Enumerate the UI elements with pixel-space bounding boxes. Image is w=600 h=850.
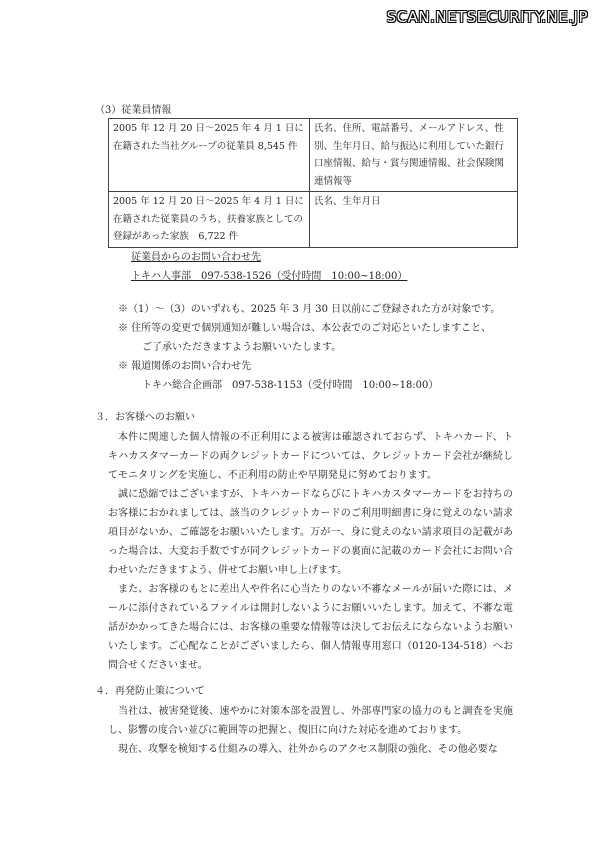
notes-block bbox=[118, 300, 518, 395]
table-cell-items: 氏名、住所、電話番号、メールアドレス、性別、生年月日、給与振込に利用していた銀行口座情報、給与・賞与関連情報、社会保険関連情報等 bbox=[310, 119, 518, 192]
employee-contact-line: トキハ人事部 097-538-1526（受付時間 10:00~18:00） bbox=[131, 270, 408, 282]
employee-contact bbox=[131, 249, 407, 286]
section-3-heading: （3）従業員情報 bbox=[95, 105, 172, 116]
paragraph: 誠に恐縮ではございますが、トキハカードならびにトキハカスタマーカードをお持ちのお客様におかれましては、該当のクレジットカードのご利用明細書に身に覚えのない請求項目がないか、ご確認をお願いいたします。万が一、身に覚えのない請求項目の記載があった場合は、大変お手数ですが同クレジットカードの裏面に記載のカード会社にお問い合わせいただきますよう、併せてお願い申し上げます。 bbox=[108, 489, 513, 576]
paragraph: 現在、攻撃を検知する仕組みの導入、社外からのアクセス制限の強化、その他必要な bbox=[118, 744, 498, 755]
section-prevent-heading: ４．再発防止策について bbox=[95, 686, 205, 697]
employee-contact-title: 従業員からのお問い合わせ先 bbox=[131, 252, 261, 263]
paragraph: 当社は、被害発覚後、速やかに対策本部を設置し、外部専門家の協力のもと調査を実施し、影響の度合い並びに範囲等の把握と、復旧に向けた対応を進めております。 bbox=[108, 706, 513, 736]
note-press-contact-line: トキハ総合企画部 097-538-1153（受付時間 10:00~18:00） bbox=[142, 380, 439, 391]
note-address-change-cont: ご了承いただきますようお願いいたします。 bbox=[142, 342, 342, 353]
section-request-body bbox=[108, 428, 513, 675]
table-cell-scope: 2005 年 12 月 20 日～2025 年 4 月 1 日に在籍された従業員のうち、扶養家族としての登録があった家族 6,722 件 bbox=[109, 192, 310, 248]
employee-info-table bbox=[108, 118, 518, 248]
section-prevent-body bbox=[108, 702, 513, 759]
note-address-change: ※ 住所等の変更で個別通知が難しい場合は、本公表でのご対応といたしますこと、 bbox=[118, 323, 492, 334]
paragraph: また、お客様のもとに差出人や件名に心当たりのない不審なメールが届いた際には、メールに添付されているファイルは開封しないようにお願いいたします。加えて、不審な電話がかかってきた場合には、お客様の重要な情報等は決してお伝えにならないようお願いいたします。ご心配なことがございましたら、個人情報専用窓口（0120-134-518）へお問合せくださいませ。 bbox=[108, 584, 513, 671]
table-row bbox=[109, 119, 518, 192]
section-request-heading: ３．お客様へのお願い bbox=[95, 412, 195, 423]
site-watermark: SCAN.NETSECURITY.NE.JP bbox=[386, 8, 588, 26]
table-cell-items: 氏名、生年月日 bbox=[310, 192, 518, 248]
note-press-contact-title: ※ 報道関係のお問い合わせ先 bbox=[118, 361, 252, 372]
note-target: ※（1）～（3）のいずれも、2025 年 3 月 30 日以前にご登録された方が対象です。 bbox=[118, 304, 501, 315]
table-row bbox=[109, 192, 518, 248]
table-cell-scope: 2005 年 12 月 20 日～2025 年 4 月 1 日に在籍された当社グループの従業員 8,545 件 bbox=[109, 119, 310, 192]
paragraph: 本件に関連した個人情報の不正利用による被害は確認されておらず、トキハカード、トキハカスタマーカードの両クレジットカードについては、クレジットカード会社が継続してモニタリングを実施し、不正利用の防止や早期発見に努めております。 bbox=[108, 432, 513, 481]
